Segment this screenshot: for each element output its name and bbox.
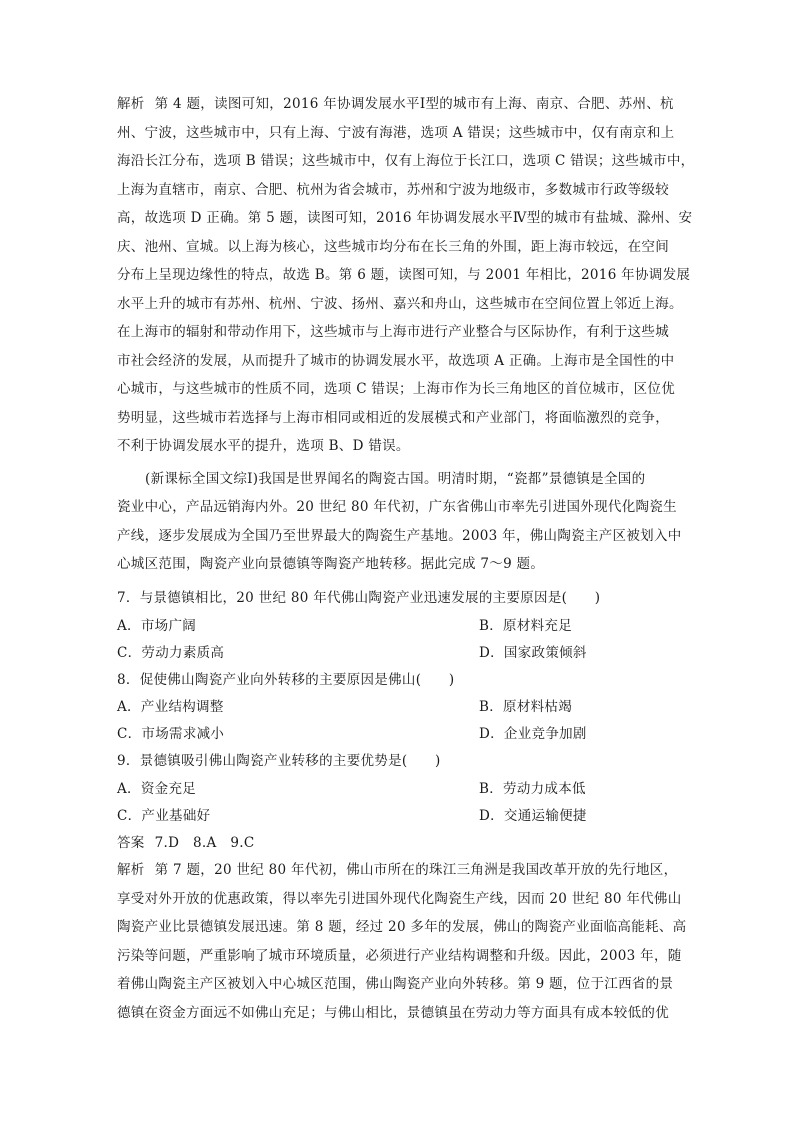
option-a: A．产业结构调整: [117, 699, 224, 715]
analysis-line: 解析 第 4 题，读图可知，2016 年协调发展水平Ⅰ型的城市有上海、南京、合肥、苏州、杭: [117, 96, 674, 112]
option-d: D．国家政策倾斜: [479, 645, 587, 661]
answer-label: 答案: [117, 835, 145, 851]
option-d: D．企业竞争加剧: [479, 726, 587, 742]
option-c: C．市场需求减小: [117, 726, 225, 742]
analysis-line: 心城市，与这些城市的性质不同，选项 C 错误；上海市作为长三角地区的首位城市，区位优: [117, 381, 676, 397]
option-a: A．市场广阔: [117, 618, 197, 634]
passage-line: 瓷业中心，产品远销海内外。20 世纪 80 年代初，广东省佛山市率先引进国外现代化陶瓷生: [117, 499, 677, 515]
option-b: B．劳动力成本低: [479, 781, 586, 797]
option-b: B．原材料枯竭: [479, 699, 573, 715]
option-row: [117, 725, 679, 743]
answer-line: [117, 834, 679, 852]
analysis-line: 庆、池州、宣城。以上海为核心，这些城市均分布在长三角的外围，距上海市较远，在空间: [117, 239, 669, 255]
analysis-line: 着佛山陶瓷主产区被划入中心城区范围，佛山陶瓷产业向外转移。第 9 题，位于江西省的景: [117, 976, 674, 992]
passage-line: 心城区范围，陶瓷产业向景德镇等陶瓷产地转移。据此完成 7～9 题。: [117, 556, 545, 572]
option-row: [117, 698, 679, 716]
analysis-line: 海沿长江分布，选项 B 错误；这些城市中，仅有上海位于长江口，选项 C 错误；这些城市中，: [117, 153, 695, 169]
question-stem: 9．景德镇吸引佛山陶瓷产业转移的主要优势是( ): [117, 753, 441, 769]
analysis-label: 解析: [117, 96, 145, 112]
analysis-line: 德镇在资金方面远不如佛山充足；与佛山相比，景德镇虽在劳动力等方面具有成本较低的优: [117, 1005, 669, 1021]
analysis-line: 不利于协调发展水平的提升，选项 B、D 错误。: [117, 438, 410, 454]
analysis-line: 解析 第 7 题，20 世纪 80 年代初，佛山市所在的珠江三角洲是我国改革开放的先行地区，: [117, 862, 678, 878]
analysis-line: 上海为直辖市，南京、合肥、杭州为省会城市，苏州和宁波为地级市，多数城市行政等级较: [117, 182, 669, 198]
analysis-line: 在上海市的辐射和带动作用下，这些城市与上海市进行产业整合与区际协作，有利于这些城: [117, 324, 669, 340]
analysis-line: 势明显，这些城市若选择与上海市相同或相近的发展模式和产业部门，将面临激烈的竞争，: [117, 410, 669, 426]
option-c: C．劳动力素质高: [117, 645, 225, 661]
analysis-line: 州、宁波，这些城市中，只有上海、宁波有海港，选项 A 错误；这些城市中，仅有南京和上: [117, 125, 675, 141]
option-row: [117, 617, 679, 635]
option-row: [117, 807, 679, 825]
analysis-line: 污染等问题，严重影响了城市环境质量，必须进行产业结构调整和升级。因此，2003 年，随: [117, 948, 682, 964]
option-row: [117, 644, 679, 662]
analysis-line: 高，故选项 D 正确。第 5 题，读图可知，2016 年协调发展水平Ⅳ型的城市有盐城、滁州、安: [117, 210, 693, 226]
option-c: C．产业基础好: [117, 808, 211, 824]
analysis-label: 解析: [117, 862, 145, 878]
question-stem: 8．促使佛山陶瓷产业向外转移的主要原因是佛山( ): [117, 672, 455, 688]
analysis-line: 分布上呈现边缘性的特点，故选 B。第 6 题，读图可知，与 2001 年相比，2016 年协调发展: [117, 267, 691, 283]
option-b: B．原材料充足: [479, 618, 573, 634]
analysis-line: 水平上升的城市有苏州、杭州、宁波、扬州、嘉兴和舟山，这些城市在空间位置上邻近上海。: [117, 296, 683, 312]
passage-line: (新课标全国文综Ⅰ)我国是世界闻名的陶瓷古国。明清时期，“瓷都”景德镇是全国的: [145, 471, 646, 487]
answer-text: 7.D 8.A 9.C: [154, 835, 255, 851]
option-row: [117, 780, 679, 798]
analysis-line: 享受对外开放的优惠政策，得以率先引进国外现代化陶瓷生产线，因而 20 世纪 80 年代佛山: [117, 891, 682, 907]
question-stem: 7．与景德镇相比，20 世纪 80 年代佛山陶瓷产业迅速发展的主要原因是( ): [117, 590, 601, 606]
passage-line: 产线，逐步发展成为全国乃至世界最大的陶瓷生产基地。2003 年，佛山陶瓷主产区被划入中: [117, 528, 682, 544]
option-d: D．交通运输便捷: [479, 808, 587, 824]
option-a: A．资金充足: [117, 781, 197, 797]
analysis-line: 陶瓷产业比景德镇发展迅速。第 8 题，经过 20 多年的发展，佛山的陶瓷产业面临高能耗、高: [117, 919, 687, 935]
analysis-line: 市社会经济的发展，从而提升了城市的协调发展水平，故选项 A 正确。上海市是全国性的中: [117, 353, 675, 369]
